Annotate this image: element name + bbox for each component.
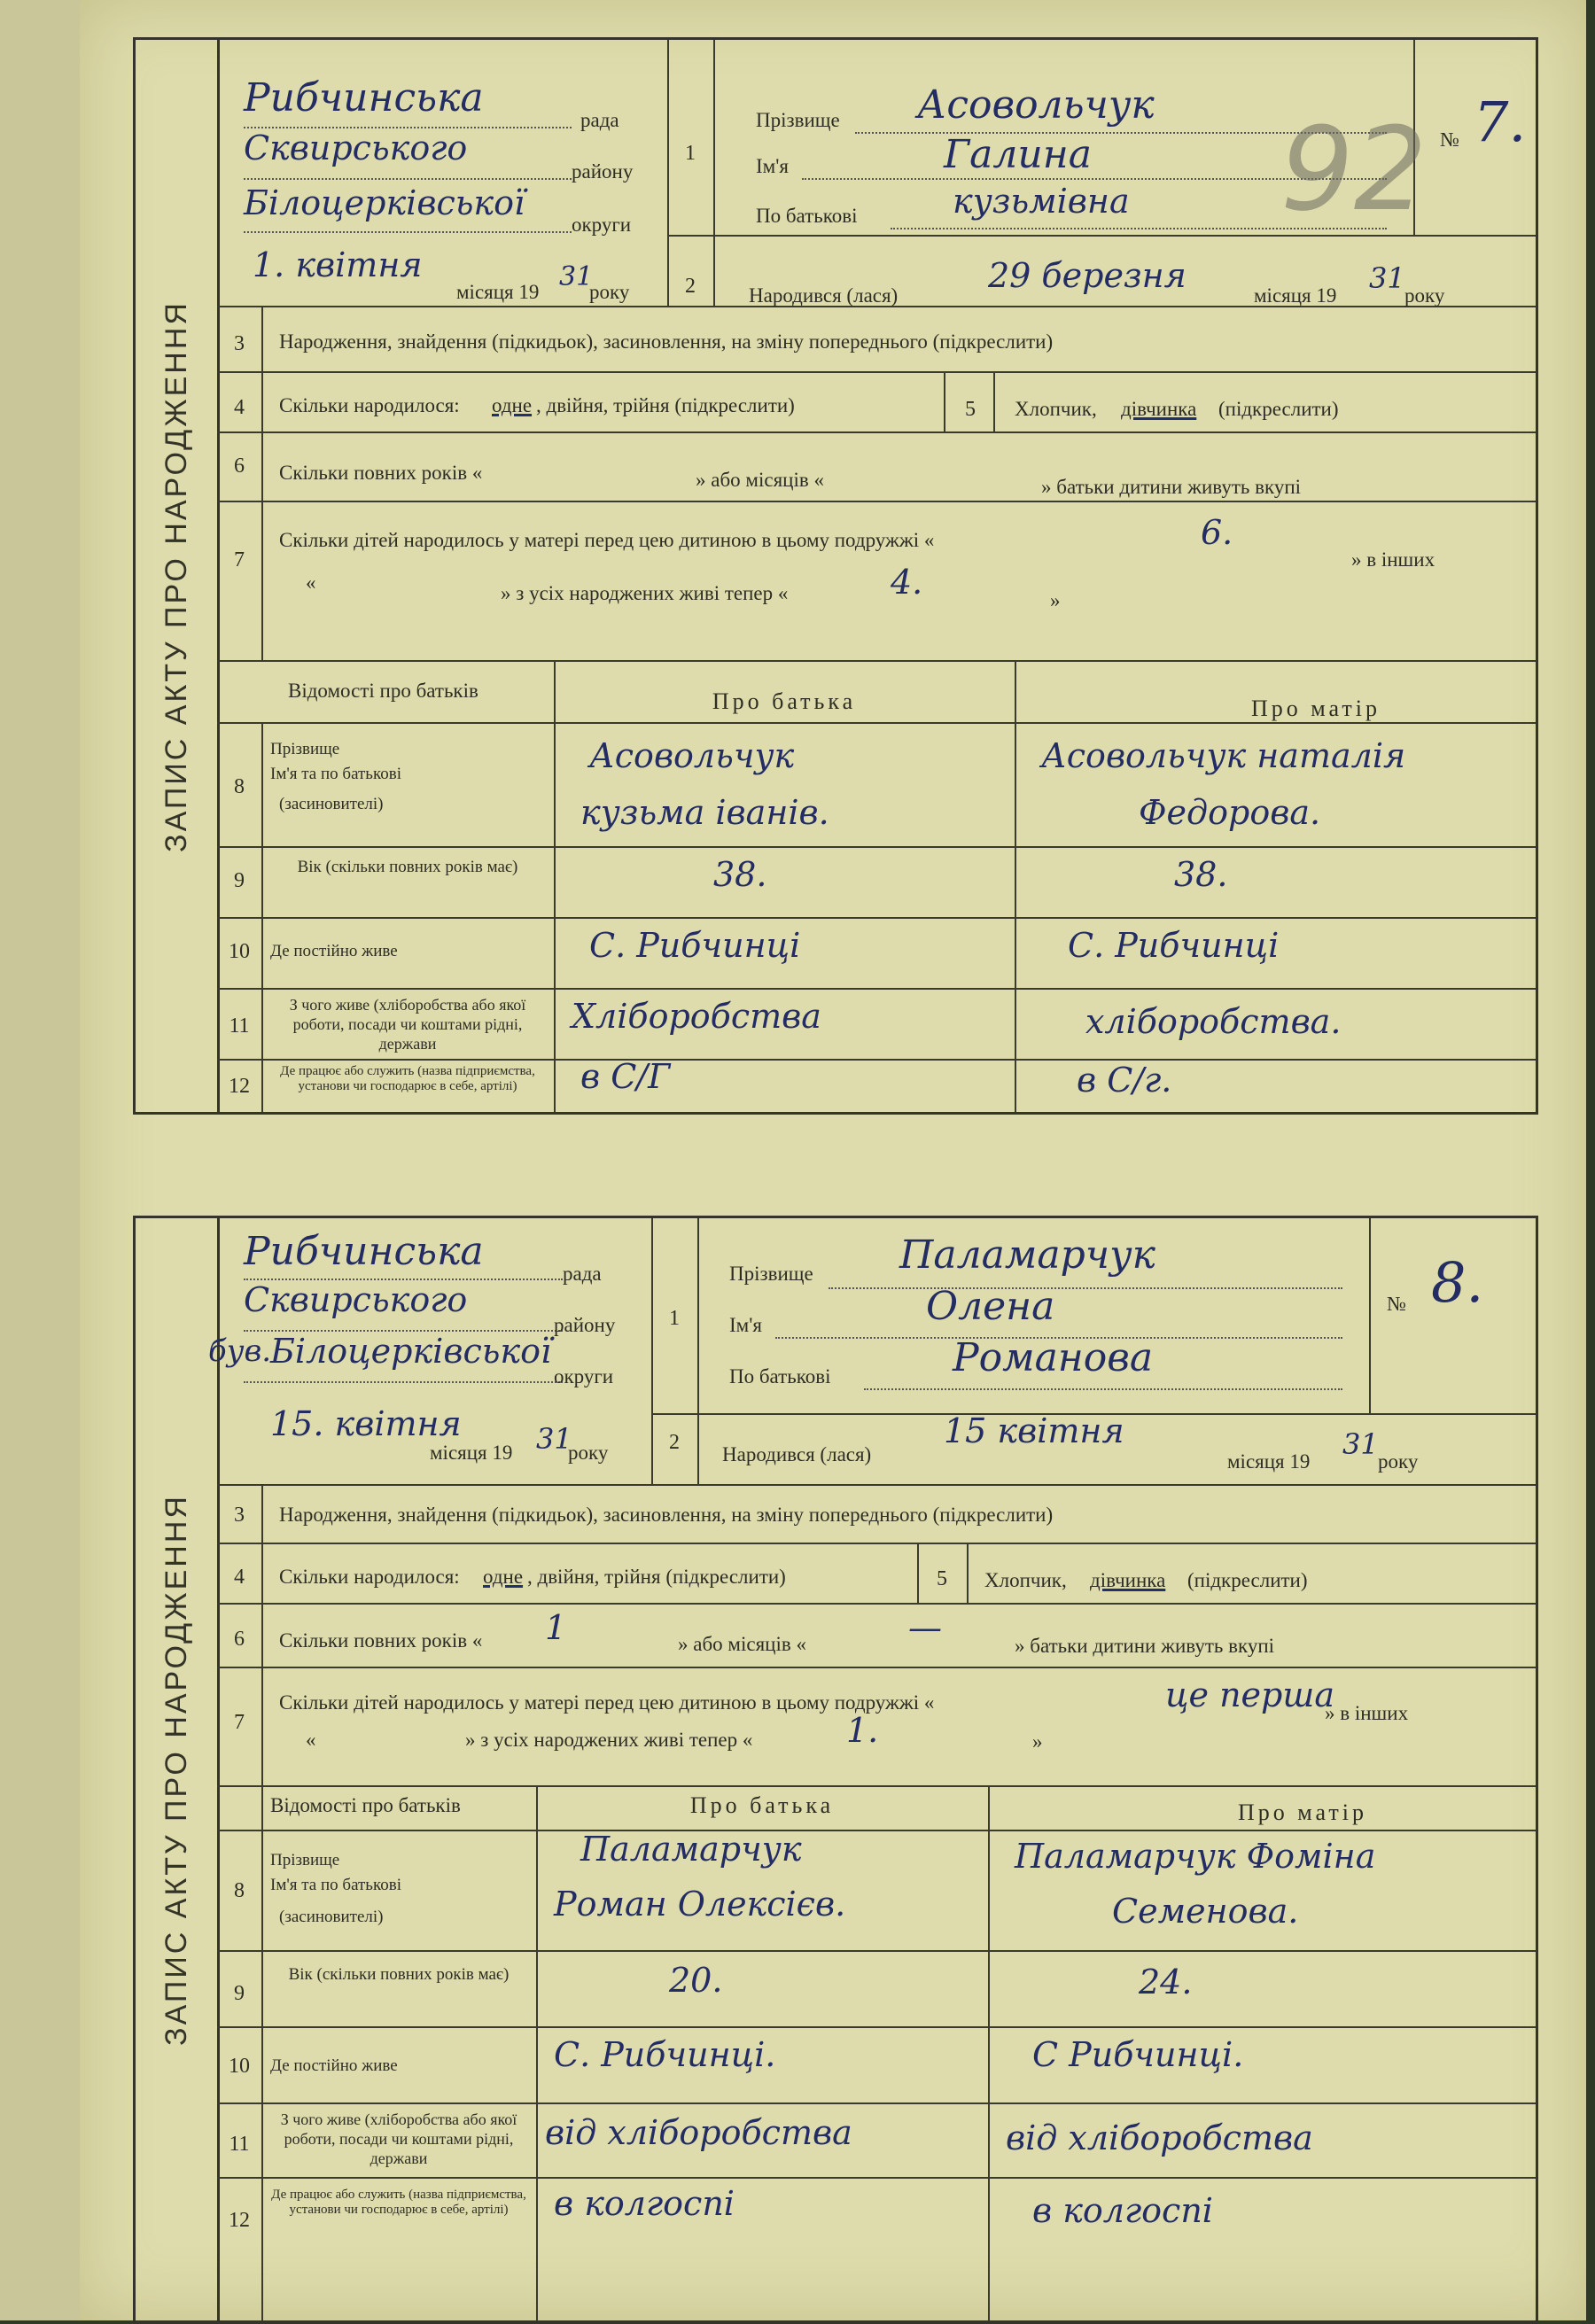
birth-record-7 bbox=[133, 37, 1538, 1115]
father-surname-value: Паламарчук bbox=[580, 1830, 802, 1869]
rayon-value: Сквирського bbox=[244, 128, 468, 167]
page-binding-edge bbox=[0, 0, 90, 2320]
row4-prefix: Скільки народилося: bbox=[279, 394, 460, 416]
reg-year-value: 31 bbox=[559, 261, 594, 292]
row6-c: » батьки дитини живуть вкупі bbox=[1041, 476, 1302, 498]
name-value: Олена bbox=[926, 1284, 1055, 1329]
mother-header: Про матір bbox=[1250, 696, 1381, 721]
reg-day-value: 15. квітня bbox=[270, 1404, 462, 1443]
reg-year-label: року bbox=[589, 281, 630, 303]
born-year-value: 31 bbox=[1342, 1427, 1379, 1461]
father-work-value: в колгоспі bbox=[554, 2184, 735, 2223]
father-work-value: в С/Г bbox=[580, 1057, 671, 1096]
pencil-mark: 92 bbox=[1280, 102, 1428, 237]
mother-work-value: в С/г. bbox=[1077, 1061, 1172, 1100]
birth-record-8 bbox=[133, 1216, 1538, 2324]
mother-surname-value: Паламарчук Фоміна bbox=[1015, 1837, 1376, 1876]
number-label: № bbox=[1440, 128, 1459, 151]
years-together-value: 1 bbox=[545, 1608, 567, 1647]
row7-d: » з усіх народжених живі тепер « bbox=[501, 582, 789, 604]
side-title: ЗАПИС АКТУ ПРО НАРОДЖЕННЯ bbox=[136, 1218, 220, 2321]
okruha-label: округи bbox=[572, 214, 632, 236]
surname-value: Паламарчук bbox=[899, 1232, 1155, 1278]
father-income-value: від хліборобства bbox=[545, 2113, 852, 2152]
father-name-value: Роман Олексієв. bbox=[554, 1885, 846, 1924]
rada-value: Рибчинська bbox=[244, 75, 484, 120]
row7-b: » в інших bbox=[1351, 548, 1436, 571]
children-alive-value: 1. bbox=[846, 1711, 879, 1750]
row4-suffix: , двійня, трійня (підкреслити) bbox=[536, 394, 795, 416]
mother-lives-value: С Рибчинці. bbox=[1032, 2035, 1244, 2074]
row7-a: Скільки дітей народилось у матері перед цею дитиною в цьому подружжі « bbox=[279, 529, 935, 551]
mother-name-value: Федорова. bbox=[1139, 793, 1321, 832]
number-value: 8. bbox=[1431, 1250, 1484, 1315]
father-name-value: кузьма іванів. bbox=[580, 793, 829, 832]
okruha-prefix-value: був. bbox=[208, 1333, 272, 1369]
row6-b: » або місяців « bbox=[696, 469, 824, 491]
reg-month-label: місяця 19 bbox=[456, 281, 540, 303]
rada-value: Рибчинська bbox=[244, 1229, 484, 1274]
mother-work-value: в колгоспі bbox=[1032, 2191, 1213, 2230]
mother-surname-value: Асовольчук наталія bbox=[1041, 736, 1406, 775]
side-title: ЗАПИС АКТУ ПРО НАРОДЖЕННЯ bbox=[136, 40, 220, 1112]
okruha-value: Білоцерківської bbox=[270, 1332, 552, 1371]
number-value: 7. bbox=[1474, 89, 1527, 154]
father-age-value: 20. bbox=[669, 1961, 723, 2000]
surname-value: Асовольчук bbox=[917, 82, 1155, 128]
row3-text: Народження, знайдення (підкидьок), засиновлення, на зміну попереднього (підкреслити) bbox=[279, 330, 1054, 353]
born-day-value: 29 березня bbox=[988, 256, 1187, 295]
father-age-value: 38. bbox=[713, 855, 767, 894]
record-form: Рибчинська рада Сквирського району був. Білоцерківської округи 15. квітня місяця 19 31 року 1 2 Прізвище Паламарчук Ім'я Олена По батькові Романова № 8. Народився (лася) 15 квітня місяця 19 31 року 3 Народження, знайдення (підкидьок), засиновлення, на зміну попереднього (підкреслити) 4 Скільки народилося: одне , двійня, трійня (підкреслити) 5 Хлопчик, дівчинка (підкреслити) 6 Скільки повних років « 1 » або місяців « — » батьки дитини живуть вкупі 7 Скільки дітей народилось у матері перед цею дитиною в цьому подружжі « це перша » в інших « » з усіх народжених живі тепер « 1. » Відомості про батьків Про батька Про матір 8 Прізвище Ім'я та по батькові (засиновителі) Паламарчук Роман Олексієв. Паламарчук Фоміна Семенова. 9 Вік (скільки повних років має) 20. 24. 10 Де постійно живе С. Рибчинці. С Рибчинці. 11 З чого живе (хліборобства або якої роботи, посади чи коштами рідні, держави від хліборобства від хліборобства 12 Де працює або служить (назва підприємства, установи чи господарює в себе, артілі) в колгоспі в колгоспі bbox=[217, 1218, 1536, 2321]
mother-income-value: від хліборобства bbox=[1006, 2118, 1313, 2157]
mother-age-value: 38. bbox=[1174, 855, 1228, 894]
rayon-label: району bbox=[572, 160, 634, 183]
surname-label: Прізвище bbox=[756, 109, 840, 131]
name-value: Галина bbox=[944, 132, 1092, 177]
row6-a: Скільки повних років « bbox=[279, 462, 483, 484]
father-lives-value: С. Рибчинці bbox=[589, 926, 801, 965]
record-form: Рибчинська рада Сквирського району Білоцерківської округи 1. квітня місяця 19 31 року 1 2 Прізвище Асовольчук Ім'я Галина По батькові кузьмівна 92 № 7. Народився (лася) 29 березня місяця 19 31 року 3 Народження, знайдення (підкидьок), засиновлення, на зміну попереднього (підкреслити) 4 Скільки народилося: одне , двійня, трійня (підкреслити) 5 Хлопчик, дівчинка (підкреслити) 6 Скільки повних років « » або місяців « » батьки дитини живуть вкупі 7 Скільки дітей народилось у матері перед цею дитиною в цьому подружжі « 6. » в інших « » з усіх народжених живі тепер « 4. » Відомості про батьків Про батька Про матір 8 Прізвище Ім'я та по батькові (засиновителі) Асовольчук кузьма іванів. Асовольчук наталія Федорова. 9 Вік (скільки повних років має) 38. 38. 10 Де постійно живе С. Рибчинці С. Рибчинці 11 З чого живе (хліборобства або якої роботи, посади чи коштами рідні, держави Хліборобства хліборобства. 12 Де працює або служить (назва підприємства, установи чи господарює в себе, артілі) в С/Г в С/г. bbox=[217, 40, 1536, 1112]
born-month-label: місяця 19 bbox=[1254, 284, 1337, 307]
name-label: Ім'я bbox=[756, 155, 789, 177]
born-day-value: 15 квітня bbox=[944, 1411, 1124, 1450]
rada-label: рада bbox=[580, 109, 619, 131]
mother-name-value: Семенова. bbox=[1112, 1892, 1299, 1931]
born-label: Народився (лася) bbox=[749, 284, 899, 307]
okruha-value: Білоцерківської bbox=[244, 183, 525, 222]
father-header: Про батька bbox=[712, 688, 857, 714]
father-lives-value: С. Рибчинці. bbox=[554, 2035, 776, 2074]
mother-income-value: хліборобства. bbox=[1085, 1002, 1342, 1041]
patronymic-value: кузьмівна bbox=[953, 182, 1130, 221]
father-surname-value: Асовольчук bbox=[589, 736, 795, 775]
patronymic-label: По батькові bbox=[756, 205, 858, 227]
born-year-label: року bbox=[1404, 284, 1445, 307]
patronymic-value: Романова bbox=[953, 1335, 1154, 1380]
rayon-value: Сквирського bbox=[244, 1280, 468, 1319]
row5-suffix: (підкреслити) bbox=[1218, 398, 1339, 420]
children-before-value: це перша bbox=[1165, 1675, 1335, 1714]
father-income-value: Хліборобства bbox=[572, 997, 821, 1036]
reg-day-value: 1. квітня bbox=[253, 245, 423, 284]
mother-age-value: 24. bbox=[1139, 1963, 1193, 2001]
row5-divchynka: дівчинка bbox=[1121, 398, 1197, 420]
months-together-value: — bbox=[908, 1608, 942, 1647]
children-before-value: 6. bbox=[1201, 513, 1233, 552]
row5-prefix: Хлопчик, bbox=[1015, 398, 1097, 420]
row4-odne: одне bbox=[492, 394, 533, 416]
born-year-value: 31 bbox=[1369, 261, 1405, 295]
children-alive-value: 4. bbox=[891, 563, 923, 602]
parents-info-header: Відомості про батьків bbox=[288, 680, 478, 702]
reg-year-value: 31 bbox=[536, 1422, 572, 1456]
mother-lives-value: С. Рибчинці bbox=[1068, 926, 1280, 965]
